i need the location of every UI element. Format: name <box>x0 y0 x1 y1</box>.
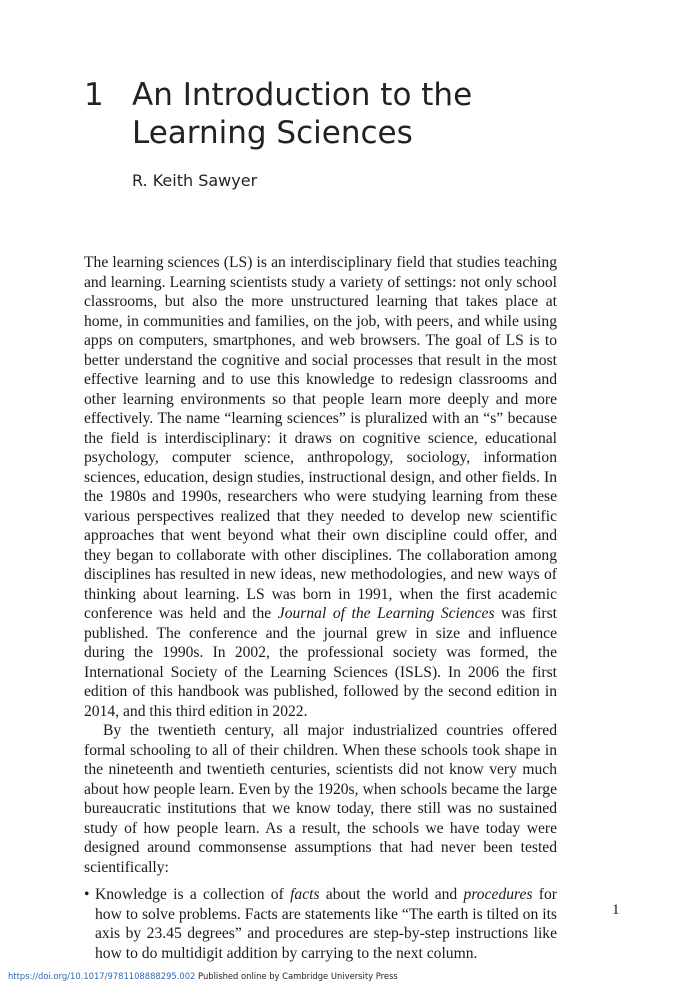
author-name: R. Keith Sawyer <box>132 171 258 190</box>
paragraph-1-text-a: The learning sciences (LS) is an interdisciplinary field that studies teaching and learning. Learning scientists study a variety of settings: not only school classrooms, but also the more unstructured learning that takes place at home, in communities and families, on the job, with peers, and while using apps on computers, smartphones, and web browsers. The goal of LS is to better understand the cognitive and social processes that result in the most effective learning and to use this knowledge to redesign classrooms and other learning environments so that people learn more deeply and more effectively. The name “learning sciences” is pluralized with an “s” because the field is interdisciplinary: it draws on cognitive science, educational psychology, computer science, anthropology, sociology, information sciences, education, design studies, instructional design, and other fields. In the 1980s and 1990s, researchers who were studying learning from these various perspectives realized that they needed to develop new scientific approaches that went beyond what their own discipline could offer, and they began to collaborate with other disciplines. The collaboration among disciplines has resulted in new ideas, new methodologies, and new ways of thinking about learning. LS was born in 1991, when the first academic conference was held and the <box>84 254 557 622</box>
paragraph-1 <box>84 253 557 721</box>
footer <box>8 971 398 981</box>
bullet-list <box>84 885 557 963</box>
journal-title: Journal of the Learning Sciences <box>277 605 495 622</box>
list-item <box>84 885 557 963</box>
bullet-text-c: for how to solve problems. Facts are statements like “The earth is tilted on its axis by 23.45 degrees” and procedures are step-by-step instructions like how to do multidigit addition by carrying to the next column. <box>95 886 557 962</box>
emphasis-procedures: procedures <box>463 886 533 903</box>
publisher-note: Published online by Cambridge University Press <box>195 971 398 981</box>
page-number: 1 <box>612 902 620 918</box>
paragraph-1-text-b: was first published. The conference and the journal grew in size and influence during the 1990s. In 2002, the professional society was formed, the International Society of the Learning Sciences (ISLS). In 2006 the first edition of this handbook was published, followed by the second edition in 2014, and this third edition in 2022. <box>84 605 557 720</box>
bullet-text-a: Knowledge is a collection of <box>95 886 291 903</box>
chapter-number: 1 <box>84 77 104 113</box>
bullet-text-b: about the world and <box>319 886 464 903</box>
doi-link[interactable]: https://doi.org/10.1017/9781108888295.002 <box>8 971 196 981</box>
body-text <box>84 253 557 963</box>
chapter-title <box>132 76 552 152</box>
emphasis-facts: facts <box>290 886 320 903</box>
bullet-marker: • <box>84 886 90 903</box>
paragraph-2: By the twentieth century, all major industrialized countries offered formal schooling to all of their children. When these schools took shape in the nineteenth and twentieth centuries, scientists did not know very much about how people learn. Even by the 1920s, when schools became the large bureaucratic institutions that we know today, there still was no sustained study of how people learn. As a result, the schools we have today were designed around commonsense assumptions that had never been tested scientifically: <box>84 722 557 876</box>
chapter-title-line1: An Introduction to the <box>132 77 473 113</box>
chapter-title-line2: Learning Sciences <box>132 115 413 151</box>
